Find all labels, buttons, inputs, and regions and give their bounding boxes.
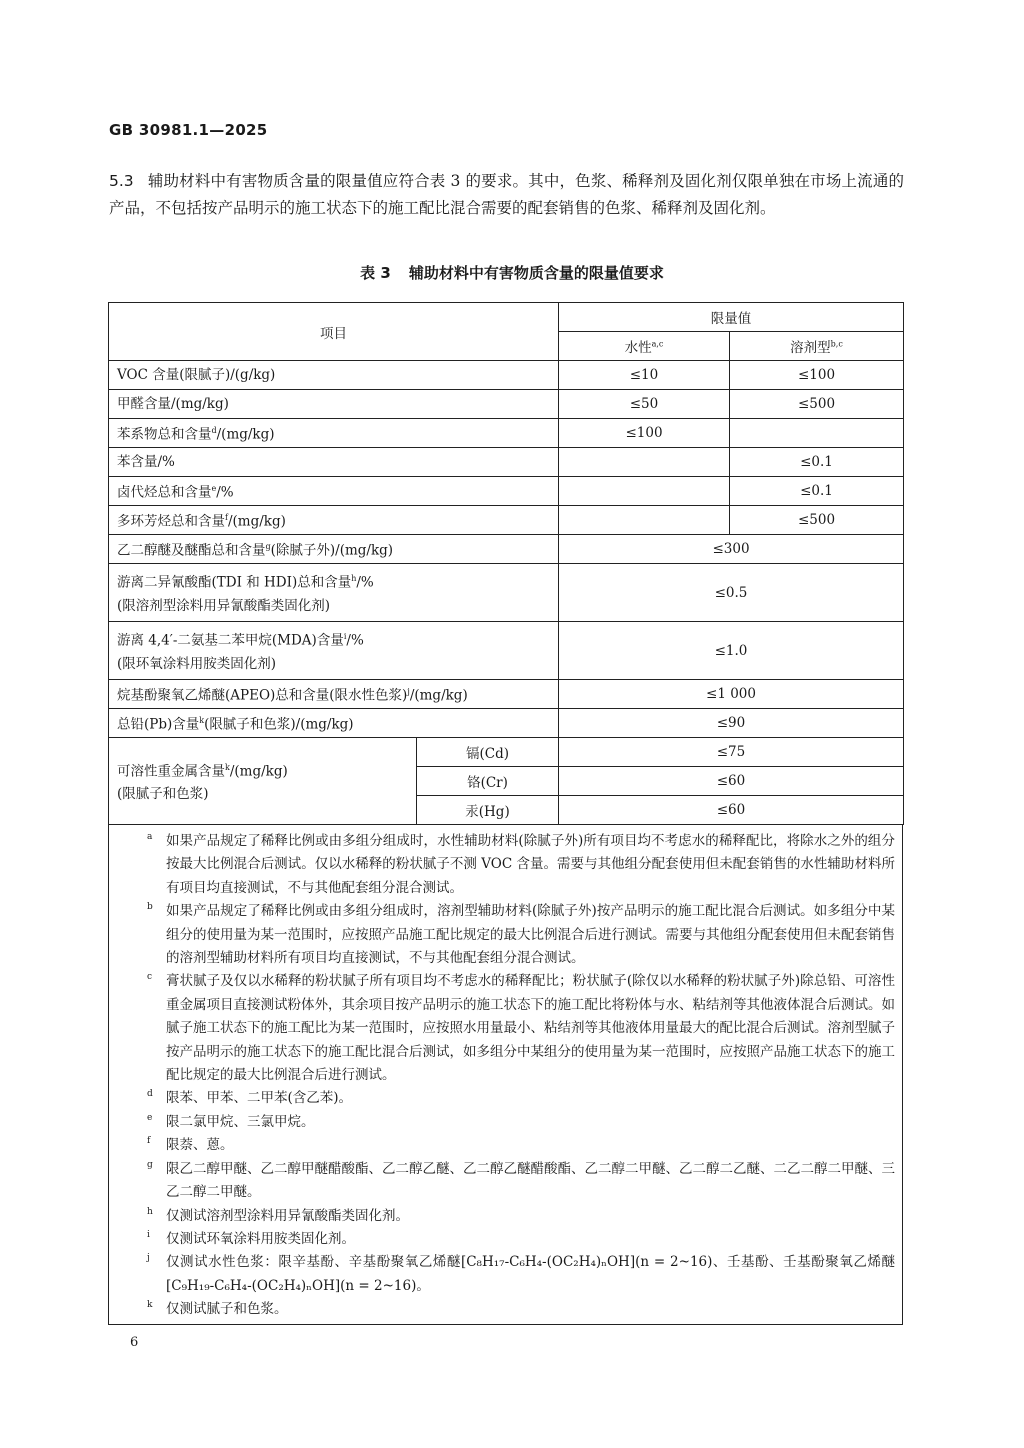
row-item: [109, 535, 559, 564]
table-row: [109, 361, 904, 390]
table-row: [109, 622, 904, 680]
row-water: ≤50: [559, 390, 730, 419]
note-text: 仅测试腻子和色浆。: [166, 1301, 288, 1318]
item-sup: f: [225, 513, 228, 523]
metal-name: 铬(Cr): [417, 767, 559, 796]
metal-name: 镉(Cd): [417, 738, 559, 767]
note-text: 仅测试水性色浆：限辛基酚、辛基酚聚氧乙烯醚[C₈H₁₇-C₆H₄-(OC₂H₄)ₙOH](n = 2~16)、壬基酚、壬基酚聚氧乙烯醚[C₉H₁₉-C₆H₄-(OC₂H₄)ₙOH](n = 2~16)。: [166, 1254, 895, 1294]
item-unit: /(mg/kg): [227, 513, 286, 530]
note-e: [147, 1111, 895, 1134]
item-unit: /%: [216, 484, 234, 501]
row-item: [109, 680, 559, 709]
note-c: [147, 970, 895, 1087]
item-unit: /%: [356, 574, 374, 591]
note-mark: e: [147, 1112, 153, 1123]
row-value: ≤1 000: [559, 680, 904, 709]
row-item: 苯含量/%: [109, 448, 559, 477]
note-mark: a: [147, 832, 153, 842]
table-row: [109, 535, 904, 564]
row-value: ≤0.5: [559, 564, 904, 622]
item-sup: d: [211, 426, 217, 436]
solvent-sup: b,c: [830, 339, 843, 349]
note-d: [147, 1087, 895, 1110]
header-limit: 限量值: [559, 303, 904, 332]
note-text: 膏状腻子及仅以水稀释的粉状腻子所有项目均不考虑水的稀释配比；粉状腻子(除仅以水稀释的粉状腻子外)除总铅、可溶性重金属项目直接测试粉体外，其余项目按产品明示的施工状态下的施工配比将粉体与水、粘结剂等其他液体混合后测试。如腻子施工状态下的施工配比为某一范围时，应按照水用量最小、粘结剂等其他液体用量最大的配比混合后测试。溶剂型腻子按产品明示的施工状态下的施工配比混合后测试，如多组分中某组分的使用量为某一范围时，应按照产品施工状态下的施工配比规定的最大比例混合后进行测试。: [166, 973, 895, 1084]
note-mark: k: [147, 1300, 153, 1311]
row-water: ≤100: [559, 419, 730, 448]
table-row: [109, 419, 904, 448]
metal-value: ≤75: [559, 738, 904, 767]
note-i: [147, 1228, 895, 1251]
item-unit: /(mg/kg): [216, 426, 275, 443]
item-sup: k: [225, 762, 230, 772]
note-mark: b: [147, 902, 153, 913]
table-row: [109, 709, 904, 738]
item-text: 烷基酚聚氧乙烯醚(APEO)总和含量(限水性色浆): [117, 687, 408, 704]
page-number: 6: [130, 1335, 139, 1350]
metal-value: ≤60: [559, 767, 904, 796]
water-sup: a,c: [651, 339, 664, 349]
row-item: [109, 622, 559, 680]
item-unit: /%: [346, 632, 364, 649]
item-text: 乙二醇醚及醚酯总和含量: [117, 542, 266, 559]
row-value: ≤90: [559, 709, 904, 738]
item-unit: /(mg/kg): [409, 687, 468, 704]
item-sup: e: [211, 484, 217, 494]
item-unit: (除腻子外)/(mg/kg): [270, 542, 394, 559]
table-title: 辅助材料中有害物质含量的限量值要求: [408, 264, 664, 282]
table-row: [109, 738, 904, 767]
note-a: [147, 830, 895, 900]
row-water: ≤10: [559, 361, 730, 390]
metal-name: 汞(Hg): [417, 796, 559, 825]
table-number: 表 3: [360, 264, 391, 282]
item-text: 总铅(Pb)含量: [117, 716, 200, 733]
row-water: [559, 506, 730, 535]
row-solvent: ≤500: [730, 506, 904, 535]
table-row: [109, 477, 904, 506]
table-row: [109, 564, 904, 622]
item-unit: /(mg/kg): [229, 763, 288, 780]
water-label: 水性: [624, 340, 652, 356]
note-text: 如果产品规定了稀释比例或由多组分组成时，溶剂型辅助材料(除腻子外)按产品明示的施工配比混合后测试。如多组分中某组分的使用量为某一范围时，应按照产品施工配比规定的最大比例混合后进行测试。需要与其他组分配套使用但未配套销售的溶剂型辅助材料所有项目均直接测试，不与其他配套组分混合测试。: [166, 903, 895, 967]
note-f: [147, 1134, 895, 1157]
item-sup: i: [343, 632, 347, 642]
row-solvent: ≤0.1: [730, 477, 904, 506]
note-mark: j: [147, 1253, 150, 1264]
table-row: [109, 506, 904, 535]
item-scope: (限溶剂型涂料用异氰酸酯类固化剂): [117, 597, 331, 614]
row-item: [109, 477, 559, 506]
item-scope: (限环氧涂料用胺类固化剂): [117, 655, 277, 672]
note-text: 限乙二醇甲醚、乙二醇甲醚醋酸酯、乙二醇乙醚、乙二醇乙醚醋酸酯、乙二醇二甲醚、乙二醇二乙醚、二乙二醇二甲醚、三乙二醇二甲醚。: [166, 1160, 895, 1201]
row-item: [109, 709, 559, 738]
note-j: [147, 1251, 895, 1298]
row-solvent: ≤0.1: [730, 448, 904, 477]
metal-value: ≤60: [559, 796, 904, 825]
item-sup: j: [407, 687, 410, 697]
clause-number: 5.3: [109, 172, 134, 190]
row-value: ≤300: [559, 535, 904, 564]
item-unit: (限腻子和色浆)/(mg/kg): [204, 716, 354, 733]
row-solvent: [730, 419, 904, 448]
note-text: 限二氯甲烷、三氯甲烷。: [166, 1113, 315, 1130]
row-value: ≤1.0: [559, 622, 904, 680]
row-solvent: ≤100: [730, 361, 904, 390]
header-water: [559, 332, 730, 361]
row-item: 甲醛含量/(mg/kg): [109, 390, 559, 419]
item-sup: h: [351, 574, 357, 584]
row-item: [109, 564, 559, 622]
note-b: [147, 900, 895, 970]
limits-table: [108, 302, 904, 825]
table-caption: [0, 262, 1024, 283]
note-h: [147, 1205, 895, 1228]
note-mark: g: [147, 1159, 153, 1170]
item-text: 游离 4,4′-二氨基二苯甲烷(MDA)含量: [117, 632, 344, 649]
note-text: 限苯、甲苯、二甲苯(含乙苯)。: [166, 1090, 353, 1107]
item-scope: (限腻子和色浆): [117, 786, 209, 803]
heavy-metal-item: [109, 738, 417, 825]
row-item: VOC 含量(限腻子)/(g/kg): [109, 361, 559, 390]
header-row: [109, 303, 904, 332]
table-row: [109, 390, 904, 419]
row-item: [109, 506, 559, 535]
note-mark: f: [147, 1136, 151, 1147]
row-item: [109, 419, 559, 448]
table-notes: [147, 830, 895, 1322]
clause-text: 辅助材料中有害物质含量的限量值应符合表 3 的要求。其中，色浆、稀释剂及固化剂仅限单独在市场上流通的产品，不包括按产品明示的施工状态下的施工配比混合需要的配套销售的色浆、稀释剂及固化剂。: [109, 172, 904, 217]
note-g: [147, 1158, 895, 1205]
note-mark: c: [147, 972, 153, 983]
note-text: 如果产品规定了稀释比例或由多组分组成时，水性辅助材料(除腻子外)所有项目均不考虑水的稀释配比，将除水之外的组分按最大比例混合后测试。仅以水稀释的粉状腻子不测 VOC 含量。需要与其他组分配套使用但未配套销售的水性辅助材料所有项目均直接测试，不与其他配套组分混合测试。: [166, 833, 895, 896]
row-solvent: ≤500: [730, 390, 904, 419]
note-text: 仅测试溶剂型涂料用异氰酸酯类固化剂。: [166, 1207, 409, 1224]
note-mark: d: [147, 1089, 153, 1100]
note-mark: h: [147, 1206, 153, 1217]
header-solvent: [730, 332, 904, 361]
clause-5-3: [109, 168, 904, 222]
item-text: 卤代烃总和含量: [117, 484, 212, 501]
note-mark: i: [147, 1229, 150, 1240]
item-sup: g: [265, 542, 271, 552]
note-text: 限萘、蒽。: [166, 1137, 234, 1154]
item-text: 苯系物总和含量: [117, 426, 212, 443]
item-text: 游离二异氰酸酯(TDI 和 HDI)总和含量: [117, 574, 352, 591]
note-text: 仅测试环氧涂料用胺类固化剂。: [166, 1230, 355, 1247]
item-sup: k: [199, 716, 205, 726]
header-item: 项目: [109, 303, 559, 361]
row-water: [559, 477, 730, 506]
solvent-label: 溶剂型: [790, 340, 831, 356]
standard-code: GB 30981.1—2025: [109, 121, 268, 139]
row-water: [559, 448, 730, 477]
item-text: 可溶性重金属含量: [117, 763, 225, 780]
table-row: [109, 448, 904, 477]
table-row: [109, 680, 904, 709]
item-text: 多环芳烃总和含量: [117, 513, 225, 530]
note-k: [147, 1298, 895, 1321]
